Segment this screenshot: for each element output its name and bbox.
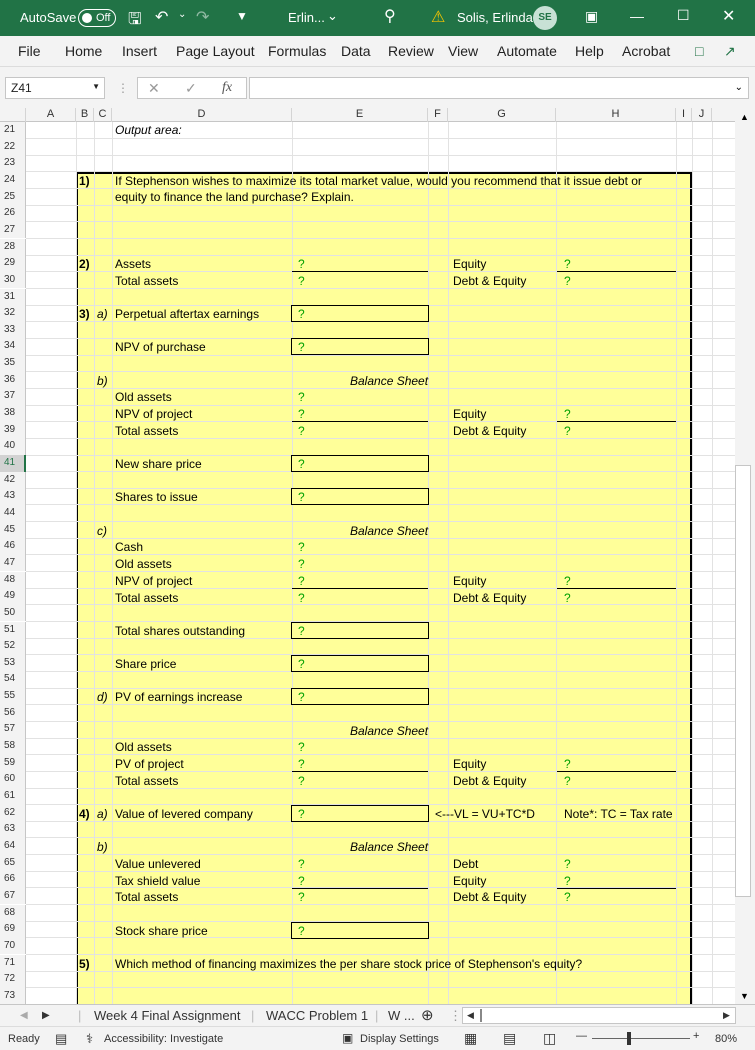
row-header[interactable]: 56 <box>0 705 26 722</box>
part-c-label: c) <box>97 524 107 538</box>
row-header[interactable]: 53 <box>0 655 26 672</box>
equity-value: ? <box>564 757 571 771</box>
zoom-slider[interactable] <box>592 1038 690 1039</box>
perpetual-earnings-label: Perpetual aftertax earnings <box>115 307 260 321</box>
equity-label: Equity <box>453 874 487 888</box>
row-header[interactable]: 43 <box>0 488 26 505</box>
horizontal-scrollbar[interactable] <box>462 1007 736 1024</box>
tab-help[interactable]: Help <box>575 43 604 59</box>
zoom-in-icon[interactable]: + <box>693 1030 700 1042</box>
old-assets-label: Old assets <box>115 740 172 754</box>
row-header[interactable]: 48 <box>0 572 26 589</box>
redo-icon[interactable]: ↷ <box>196 9 210 26</box>
close-icon[interactable]: ✕ <box>722 8 736 25</box>
row-header[interactable]: 27 <box>0 222 26 239</box>
total-assets-label: Total assets <box>115 890 179 904</box>
column-header-d[interactable]: D <box>112 108 292 122</box>
underline <box>292 888 428 889</box>
column-gridline <box>448 122 449 1004</box>
row-header[interactable]: 30 <box>0 272 26 289</box>
row-header[interactable]: 35 <box>0 355 26 372</box>
question-5-number: 5) <box>79 957 90 971</box>
row-header[interactable]: 33 <box>0 322 26 339</box>
display-settings[interactable]: Display Settings <box>360 1033 439 1045</box>
sheet-tab-week4[interactable]: Week 4 Final Assignment <box>94 1008 241 1023</box>
scrollbar-thumb[interactable] <box>480 1009 482 1022</box>
total-assets-value: ? <box>298 274 305 288</box>
tab-separator: | <box>78 1008 82 1023</box>
debt-value: ? <box>564 857 571 871</box>
input-value: ? <box>298 657 305 671</box>
name-box-value: Z41 <box>11 81 32 95</box>
normal-view-icon[interactable]: ▦ <box>464 1030 478 1046</box>
question-1-number: 1) <box>79 174 90 188</box>
equity-value: ? <box>564 407 571 421</box>
tab-view[interactable]: View <box>448 43 479 59</box>
new-share-price-label: New share price <box>115 457 202 471</box>
question-2-number: 2) <box>79 257 90 271</box>
row-header[interactable]: 32 <box>0 305 26 322</box>
share-price-label: Share price <box>115 657 177 671</box>
tab-acrobat[interactable]: Acrobat <box>622 43 671 59</box>
question-5-text: Which method of financing maximizes the per share stock price of Stephenson's equity? <box>115 957 583 971</box>
pv-earnings-input[interactable] <box>291 688 429 705</box>
row-header[interactable]: 66 <box>0 871 26 888</box>
npv-project-label: NPV of project <box>115 407 193 421</box>
next-sheet-icon[interactable]: ▶ <box>42 1010 50 1021</box>
question-1-line-1: If Stephenson wishes to maximize its total market value, would you recommend that it issue debt or <box>115 174 642 188</box>
balance-sheet-title: Balance Sheet <box>350 724 429 738</box>
row-header[interactable]: 24 <box>0 172 26 189</box>
equity-label: Equity <box>453 574 487 588</box>
row-header[interactable]: 71 <box>0 955 26 972</box>
row-header[interactable]: 28 <box>0 239 26 256</box>
display-settings-icon[interactable]: ▣ <box>342 1031 354 1045</box>
cancel-icon[interactable]: ✕ <box>148 80 160 96</box>
value-levered-input[interactable] <box>291 805 429 822</box>
autosave-label: AutoSave <box>20 10 77 25</box>
balance-sheet-title: Balance Sheet <box>350 840 429 854</box>
equity-label: Equity <box>453 757 487 771</box>
tab-data[interactable]: Data <box>341 43 371 59</box>
question-4-number: 4) <box>79 807 90 821</box>
row-header[interactable]: 21 <box>0 122 26 139</box>
underline <box>557 588 676 589</box>
row-header[interactable]: 50 <box>0 605 26 622</box>
row-header[interactable]: 31 <box>0 289 26 306</box>
part-b-label: b) <box>97 374 108 388</box>
row-header[interactable]: 45 <box>0 522 26 539</box>
scrollbar-thumb[interactable] <box>735 465 751 897</box>
total-assets-label: Total assets <box>115 424 179 438</box>
tax-shield-label: Tax shield value <box>115 874 201 888</box>
prev-sheet-icon[interactable]: ◀ <box>20 1010 28 1021</box>
equity-value: ? <box>564 257 571 271</box>
row-header[interactable]: 42 <box>0 472 26 489</box>
row-header[interactable]: 26 <box>0 205 26 222</box>
pv-project-label: PV of project <box>115 757 184 771</box>
ribbon-display-icon[interactable]: ▣ <box>585 8 599 24</box>
npv-project-value: ? <box>298 407 305 421</box>
row-header[interactable]: 36 <box>0 372 26 389</box>
insert-function-icon[interactable]: fx <box>222 80 233 95</box>
avatar[interactable]: SE <box>533 6 557 30</box>
row-header[interactable]: 39 <box>0 422 26 439</box>
row-header[interactable]: 62 <box>0 805 26 822</box>
debt-equity-value: ? <box>564 774 571 788</box>
column-header-a[interactable]: A <box>26 108 76 122</box>
scroll-left-icon[interactable]: ◀ <box>467 1010 474 1020</box>
column-header-c[interactable]: C <box>94 108 112 122</box>
part-b-label: b) <box>97 840 108 854</box>
npv-project-label: NPV of project <box>115 574 193 588</box>
tab-formulas[interactable]: Formulas <box>268 43 327 59</box>
row-gridline <box>26 238 735 239</box>
equity-label: Equity <box>453 257 487 271</box>
balance-sheet-title: Balance Sheet <box>350 524 429 538</box>
column-header-i[interactable]: I <box>676 108 692 122</box>
comments-icon[interactable]: □ <box>695 43 704 59</box>
zoom-level[interactable]: 80% <box>715 1033 738 1045</box>
add-sheet-icon[interactable]: ⊕ <box>421 1007 434 1024</box>
assets-label: Assets <box>115 257 152 271</box>
tab-review[interactable]: Review <box>388 43 434 59</box>
debt-equity-label: Debt & Equity <box>453 424 527 438</box>
value-levered-label: Value of levered company <box>115 807 253 821</box>
row-header[interactable]: 68 <box>0 905 26 922</box>
row-header[interactable]: 51 <box>0 622 26 639</box>
column-header-j[interactable]: J <box>692 108 712 122</box>
worksheet-grid[interactable] <box>26 122 735 1004</box>
scroll-up-icon[interactable]: ▲ <box>740 112 749 122</box>
npv-purchase-label: NPV of purchase <box>115 340 206 354</box>
search-icon[interactable]: ⚲ <box>384 8 396 25</box>
total-assets-label: Total assets <box>115 774 179 788</box>
page-layout-view-icon[interactable]: ▤ <box>503 1030 517 1046</box>
formula-input[interactable] <box>249 77 749 99</box>
pv-earnings-label: PV of earnings increase <box>115 690 243 704</box>
name-box-dropdown-icon[interactable]: ▼ <box>92 82 100 91</box>
cash-label: Cash <box>115 540 144 554</box>
accessibility-status[interactable]: Accessibility: Investigate <box>104 1033 224 1045</box>
row-gridline <box>26 954 735 955</box>
debt-equity-label: Debt & Equity <box>453 591 527 605</box>
debt-equity-value: ? <box>564 591 571 605</box>
debt-equity-value: ? <box>564 424 571 438</box>
underline <box>557 271 676 272</box>
row-header[interactable]: 60 <box>0 771 26 788</box>
row-header[interactable]: 38 <box>0 405 26 422</box>
column-headers <box>0 107 735 122</box>
tab-separator: | <box>251 1008 255 1023</box>
old-assets-label: Old assets <box>115 557 172 571</box>
row-header[interactable]: 34 <box>0 338 26 355</box>
stock-share-price-input[interactable] <box>291 922 429 939</box>
row-header[interactable]: 47 <box>0 555 26 572</box>
column-header-e[interactable]: E <box>292 108 428 122</box>
cash-value: ? <box>298 540 305 554</box>
new-share-price-input[interactable] <box>291 455 429 472</box>
macro-recording-icon[interactable]: ▤ <box>55 1031 68 1046</box>
underline <box>292 588 428 589</box>
column-gridline <box>292 122 293 1004</box>
row-gridline <box>26 987 735 988</box>
share-price-input[interactable] <box>291 655 429 672</box>
question-3-number: 3) <box>79 307 90 321</box>
pv-project-value: ? <box>298 757 305 771</box>
debt-equity-label: Debt & Equity <box>453 274 527 288</box>
equity-value: ? <box>564 874 571 888</box>
enter-icon[interactable]: ✓ <box>185 80 197 96</box>
row-header[interactable]: 52 <box>0 638 26 655</box>
file-name[interactable]: Erlin... <box>288 10 325 25</box>
debt-equity-value: ? <box>564 274 571 288</box>
input-value: ? <box>298 924 305 938</box>
zoom-slider-thumb[interactable] <box>627 1032 631 1045</box>
stock-share-price-label: Stock share price <box>115 924 208 938</box>
row-header[interactable]: 65 <box>0 855 26 872</box>
row-gridline <box>26 521 735 522</box>
tab-separator: | <box>375 1008 379 1023</box>
row-header[interactable]: 64 <box>0 838 26 855</box>
ready-status: Ready <box>8 1033 40 1045</box>
column-gridline <box>676 122 677 1004</box>
underline <box>557 421 676 422</box>
part-a-label: a) <box>97 307 108 321</box>
accessibility-icon[interactable]: ⚕ <box>86 1031 94 1046</box>
column-header-h[interactable]: H <box>556 108 676 122</box>
underline <box>557 771 676 772</box>
column-header-g[interactable]: G <box>448 108 556 122</box>
row-header[interactable]: 72 <box>0 971 26 988</box>
more-icon: ⋮ <box>117 81 129 95</box>
column-gridline <box>556 122 557 1004</box>
scroll-down-icon[interactable]: ▼ <box>740 991 749 1001</box>
underline <box>557 888 676 889</box>
sheet-tab-bar <box>0 1004 755 1026</box>
tab-insert[interactable]: Insert <box>122 43 158 59</box>
customize-toolbar-icon[interactable]: ▼ <box>236 9 248 23</box>
column-gridline <box>112 122 113 1004</box>
autosave-toggle-state: Off <box>96 12 111 24</box>
row-header[interactable]: 41 <box>0 455 26 472</box>
column-gridline <box>692 122 693 1004</box>
column-header-b[interactable]: B <box>76 108 94 122</box>
total-assets-value: ? <box>298 774 305 788</box>
part-a-label: a) <box>97 807 108 821</box>
equity-value: ? <box>564 574 571 588</box>
tab-home[interactable]: Home <box>65 43 103 59</box>
old-assets-value: ? <box>298 740 305 754</box>
shares-to-issue-input[interactable] <box>291 488 429 505</box>
column-header-f[interactable]: F <box>428 108 448 122</box>
ribbon-tabs <box>0 36 755 67</box>
row-header[interactable]: 37 <box>0 388 26 405</box>
total-assets-value: ? <box>298 591 305 605</box>
chevron-down-icon[interactable]: ⌄ <box>327 8 338 23</box>
balance-sheet-title: Balance Sheet <box>350 374 429 388</box>
expand-formula-icon[interactable]: ⌄ <box>734 82 743 93</box>
share-icon[interactable]: ↗ <box>724 43 736 59</box>
old-assets-value: ? <box>298 557 305 571</box>
question-1-line-2: equity to finance the land purchase? Explain. <box>115 190 354 204</box>
npv-purchase-input[interactable] <box>291 338 429 355</box>
row-header[interactable]: 22 <box>0 139 26 156</box>
row-header[interactable]: 57 <box>0 721 26 738</box>
undo-icon[interactable]: ↶ <box>155 9 169 26</box>
row-header[interactable]: 40 <box>0 438 26 455</box>
input-value: ? <box>298 690 305 704</box>
old-assets-value: ? <box>298 390 305 404</box>
underline <box>292 271 428 272</box>
total-assets-label: Total assets <box>115 274 179 288</box>
title-bar <box>0 0 755 36</box>
row-header[interactable]: 58 <box>0 738 26 755</box>
warning-icon: ⚠ <box>431 9 446 26</box>
row-header[interactable]: 55 <box>0 688 26 705</box>
total-assets-value: ? <box>298 424 305 438</box>
column-gridline <box>76 122 77 1004</box>
minimize-icon[interactable]: — <box>630 8 644 24</box>
input-value: ? <box>298 807 305 821</box>
total-shares-input[interactable] <box>291 622 429 639</box>
select-all[interactable] <box>0 108 26 122</box>
input-value: ? <box>298 457 305 471</box>
total-assets-value: ? <box>298 890 305 904</box>
row-header[interactable]: 61 <box>0 788 26 805</box>
name-box[interactable] <box>5 77 105 99</box>
row-header[interactable]: 54 <box>0 671 26 688</box>
column-gridline <box>428 122 429 1004</box>
scroll-right-icon[interactable]: ▶ <box>723 1010 730 1020</box>
tax-rate-note: Note*: TC = Tax rate <box>564 807 673 821</box>
save-icon[interactable]: 🖫 <box>128 11 142 28</box>
npv-project-value: ? <box>298 574 305 588</box>
row-header[interactable]: 46 <box>0 538 26 555</box>
formula-buttons <box>137 77 247 99</box>
maximize-icon[interactable]: ☐ <box>677 7 690 23</box>
row-header[interactable]: 63 <box>0 821 26 838</box>
row-header[interactable]: 25 <box>0 189 26 206</box>
row-header[interactable]: 44 <box>0 505 26 522</box>
column-gridline <box>94 122 95 1004</box>
tax-shield-value: ? <box>298 874 305 888</box>
formula-note: <---VL = VU+TC*D <box>435 807 535 821</box>
value-unlevered-value: ? <box>298 857 305 871</box>
perpetual-earnings-input[interactable] <box>291 305 429 322</box>
undo-dropdown-icon[interactable]: ⌄ <box>178 9 187 20</box>
debt-label: Debt <box>453 857 479 871</box>
debt-equity-label: Debt & Equity <box>453 774 527 788</box>
tab-automate[interactable]: Automate <box>497 43 557 59</box>
total-assets-label: Total assets <box>115 591 179 605</box>
row-header[interactable]: 59 <box>0 755 26 772</box>
input-value: ? <box>298 307 305 321</box>
output-area-label: Output area: <box>115 123 182 137</box>
row-gridline <box>26 155 735 156</box>
row-header[interactable]: 70 <box>0 938 26 955</box>
input-value: ? <box>298 340 305 354</box>
old-assets-label: Old assets <box>115 390 172 404</box>
assets-value: ? <box>298 257 305 271</box>
formula-bar <box>0 67 755 107</box>
row-header[interactable]: 49 <box>0 588 26 605</box>
row-gridline <box>26 221 735 222</box>
value-unlevered-label: Value unlevered <box>115 857 201 871</box>
debt-equity-label: Debt & Equity <box>453 890 527 904</box>
row-header[interactable]: 69 <box>0 921 26 938</box>
row-header[interactable]: 67 <box>0 888 26 905</box>
sheet-tab-more[interactable]: W ... <box>388 1008 415 1023</box>
row-header[interactable]: 29 <box>0 255 26 272</box>
part-d-label: d) <box>97 690 108 704</box>
row-gridline <box>26 138 735 139</box>
more-icon: ⋮ <box>449 1008 462 1023</box>
equity-label: Equity <box>453 407 487 421</box>
zoom-out-icon[interactable]: — <box>576 1030 587 1042</box>
shares-to-issue-label: Shares to issue <box>115 490 198 504</box>
user-name[interactable]: Solis, Erlinda <box>457 10 533 25</box>
input-value: ? <box>298 624 305 638</box>
row-gridline <box>26 721 735 722</box>
page-break-view-icon[interactable]: ◫ <box>543 1030 557 1046</box>
autosave-toggle[interactable] <box>78 9 116 27</box>
tab-file[interactable]: File <box>18 43 41 59</box>
tab-page-layout[interactable]: Page Layout <box>176 43 255 59</box>
row-header[interactable]: 73 <box>0 988 26 1005</box>
underline <box>292 421 428 422</box>
row-header[interactable]: 23 <box>0 155 26 172</box>
debt-equity-value: ? <box>564 890 571 904</box>
input-value: ? <box>298 490 305 504</box>
underline <box>292 771 428 772</box>
total-shares-label: Total shares outstanding <box>115 624 246 638</box>
status-bar <box>0 1026 755 1050</box>
sheet-tab-wacc[interactable]: WACC Problem 1 <box>266 1008 369 1023</box>
column-gridline <box>712 122 713 1004</box>
